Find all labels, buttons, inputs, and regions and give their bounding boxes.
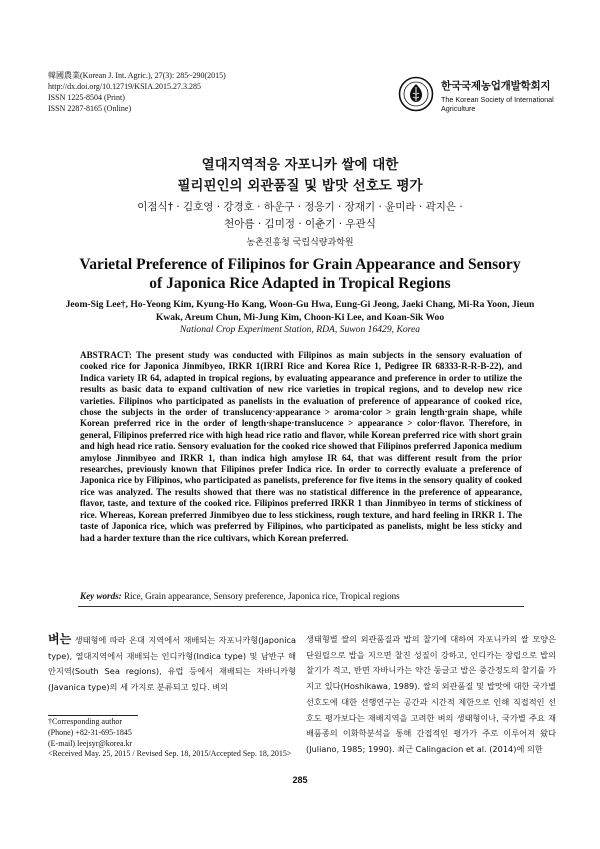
issn-online: ISSN 2287-8165 (Online) [48, 104, 132, 113]
issn-print: ISSN 1225-8504 (Print) [48, 93, 125, 102]
title-ko-line: 필리핀인의 외관품질 및 밥맛 선호도 평가 [177, 178, 423, 194]
authors-korean [0, 199, 600, 233]
keywords-divider [78, 606, 524, 607]
body-column-left [48, 632, 296, 696]
society-name-ko: 한국국제농업개발학회지 [441, 80, 551, 92]
title-en-line: Varietal Preference of Filipinos for Grain Appearance and Sensory [79, 256, 521, 273]
keywords-list: Rice, Grain appearance, Sensory preference, Japonica rice, Tropical regions [123, 591, 400, 601]
author-phone: (Phone) +82-31-695-1845 [48, 727, 132, 737]
page-number: 285 [292, 775, 308, 785]
affiliation-english: National Crop Experiment Station, RDA, Suwon 16429, Korea [179, 324, 421, 335]
author-email: (E-mail) leejsyr@korea.kr [48, 738, 133, 748]
title-english [0, 255, 600, 293]
authors-ko-line: 이점식† · 김호영 · 강경호 · 하운구 · 정응기 · 장재기 · 윤미라 · 곽지은 · [137, 201, 463, 213]
society-name-en: The Korean Society of International Agriculture [441, 95, 554, 113]
journal-citation: 韓國農業(Korean J. Int. Agric.), 27(3): 285~290(2015) [48, 71, 226, 80]
footnote-divider [48, 715, 138, 716]
title-ko-line: 열대지역적응 자포니카 쌀에 대한 [201, 157, 399, 173]
authors-english: Jeom-Sig Lee†, Ho-Yeong Kim, Kyung-Ho Kang, Woon-Gu Hwa, Eung-Gi Jeong, Jaeki Chang, Mi-Ra Yoon, Jieun Kwak, Areum Chun, Mi-Jung Kim, Choon-Ki Lee, and Koan-Sik Woo [65, 299, 535, 323]
body-left-text: 생태형에 따라 온대 지역에서 재배되는 자포니카형(Japonica type), 열대지역에서 재배되는 인디카형(Indica type) 및 남반구 해안지역(South Sea regions), 유럽 등에서 재배되는 자바니카형(Javanica type)의 세 가지로 분류되고 있다. 벼의 [48, 635, 296, 693]
society-logo-icon [398, 76, 434, 112]
doi-link[interactable]: http://dx.doi.org/10.12719/KSIA.2015.27.3.285 [48, 82, 201, 91]
footnote [48, 717, 298, 760]
journal-header [48, 70, 226, 114]
corresponding-author: †Corresponding author [48, 717, 122, 726]
abstract: ABSTRACT: The present study was conducted with Filipinos as main subjects in the sensory evaluation of cooked rice for Japonica Jinmibyeo, IRKR 1(IRRI Rice and Korea Rice 1, Pedigree IR 68333-R-R-B-22), and Indica variety IR 64, adapted in tropical regions, by evaluating appearance and preference in order to utilize the results as basic data to expand cultivation of new rice varieties in tropical regions, and to develop new rice varieties. Filipinos who participated as panelists in the evaluation of preference of appearance of cooked rice, chose the subjects in the order of translucency·appearance > aroma·color > grain length·grain shape, while Korean preferred rice in the order of length·shape·translucence > appearance > color·flavor. Therefore, in general, Filipinos preferred rice with high head rice ratio and flavor, while Korean preferred rice with short grain and high head rice ratio. Sensory evaluation for the cooked rice showed that Filipinos preferred Japonica medium amylose Jinmibyeo and IRKR 1, than indica high amylose IR 64, that was different result from the prior researches, previously known that Filipinos prefer Indica rice. In order to correctly evaluate a preference of Japonica rice by Filipinos, who participated as panelists, preference for five items in the sensory quality of cooked rice was analyzed. The results showed that there was no statistical difference in the preference of appearance, flavor, taste, and texture of the cooked rice. Filipinos preferred IRKR 1 than Jinmibyeo in terms of stickiness of rice. Whereas, Korean preferred Jinmibyeo due to less stickiness, rough texture, and hard feeling in IRKR 1. The taste of Japonica rice, which was preferred by Filipinos, who participated as panelists, might be less sticky and had a harder texture than the rice cultivars, which Korean preferred. [80, 350, 522, 543]
title-en-line: of Japonica Rice Adapted in Tropical Regions [149, 275, 451, 292]
body-column-right: 생태형별 쌀의 외관품질과 밥의 찰기에 대하여 자포니카의 쌀 모양은 단원립으로 밥을 지으면 찰진 성질이 강하고, 인디카는 장립으로 밥의 찰기가 적고, 반면 자바니카는 약간 둥글고 밥은 중간정도의 찰기를 가지고 있다(Hoshikawa, 1989). 쌀의 외관품질 및 밥맛에 대한 국가별 선호도에 대한 선행연구는 공간과 시간적 제한으로 인해 직접적인 선호도 평가보다는 재배지역을 고려한 벼의 생태형이나, 국가별 주요 재배품종의 이화학분석을 통해 간접적인 평가가 주로 이루어져 왔다(Juliano, 1985; 1990). 최근 Calingacion et al. (2014)에 의한 [306, 634, 556, 754]
manuscript-dates: <Received May. 25, 2015 / Revised Sep. 18, 2015/Accepted Sep. 18, 2015> [48, 749, 292, 759]
title-korean [0, 155, 600, 197]
keywords-label: Key words: [80, 591, 122, 601]
affiliation-korean: 농촌진흥청 국립식량과학원 [246, 238, 354, 248]
body-lead-word: 벼는 [48, 632, 72, 646]
keywords [80, 591, 522, 601]
authors-ko-line: 천아름 · 김미정 · 이춘기 · 우관식 [224, 218, 376, 230]
